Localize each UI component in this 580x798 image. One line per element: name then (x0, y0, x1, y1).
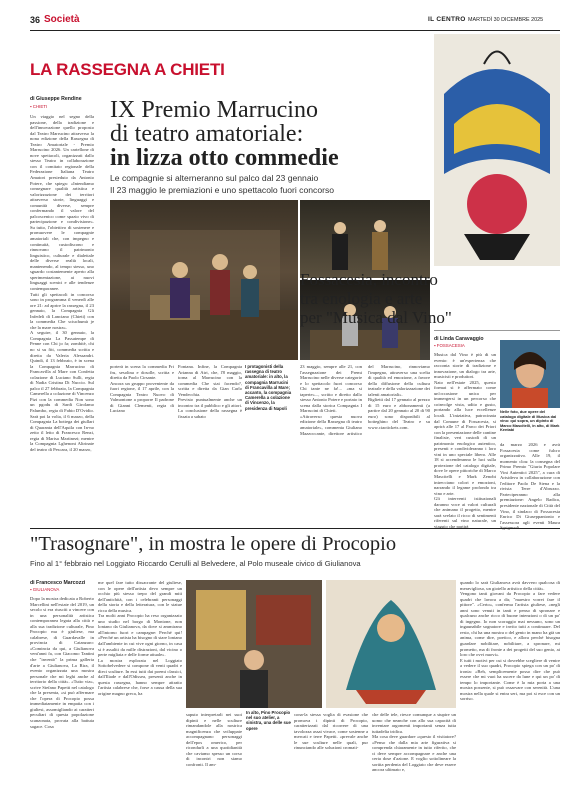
atelier-photo-illustration (186, 580, 322, 708)
issue-date: MARTEDÌ 30 DICEMBRE 2025 (468, 16, 544, 23)
article1-col2: porterà in scena la commedia Fri fru, sesolina e dosolle, scritta e diretta da Paolo Cirsante. Ancora un gruppo proveniente da fuori regione, il 17 aprile, con la Compagnia Teatro Nuovo di Valmontone a proporre Il padrone di Gianni Clementi, regia di Luciano (110, 364, 174, 414)
article3-col5: che delle tele, riesce comunque a stupire un uomo che neanche con allo sua capacità di inventare argomenti importanti senza tutta tuttadelia tridica. Ma cosa deve guardare «questo il visitatore? «Penso che dalla mia arte figurativa si comprenda chiaramente in tutto riferito, che ci deve sempre accompagnare e anche una certa dose d'azione. E voglio sottolineare la sortita perdenta del Loggiato che deve essere ancora ultimato e, (372, 712, 456, 773)
art-painting-top (434, 34, 560, 266)
article3-place: ▪ GIULIANOVA (30, 587, 60, 592)
article2-divider (434, 330, 560, 331)
article1-place: ▪ CHIETI (30, 104, 48, 109)
stage-photo-main (110, 200, 298, 360)
article1-title-line3: in lizza otto commedie (110, 145, 339, 171)
header-rule (30, 30, 560, 31)
procopio-photo (186, 580, 322, 708)
article1-title-line2: di teatro amatoriale: (110, 121, 304, 147)
article1-col4: 23 maggio, sempre alle 21, con l'assegnazione dei Premi Marrucino nelle diverse categorie e lo spettacolo fuori concorso Chi tante ne fa!... «ma si taperte»..., scritto e diretto dallo stesso Antonio Potere e portato in scena dalla storica Compagnia I Marrucini di Chieti. «Attraverso questa nuova edizione della Rassegna di teatro amatoriale», commenta Giuliano Mazzoccante, direttore artistico del Marrucino, rinnoviamo l'impegno, attraverso una scelta di qualità ed emozione, a favore della diffusione della cultura teatrale e della valorizzazione dei talenti amatoriali». Biglietti dal 17 gennaio al prezzo di 15 euro e abbonamenti (a partire dal 20 gennaio al 20 di 90 euro) sono disponibili al botteghino del Teatro e su www.ciaotickets.com. (300, 364, 430, 436)
section-name: Società (44, 14, 80, 25)
article2-col2: da marzo 2026 e avrà Fossacesia come fulcro organizzativo. Alle 19, il momento clou: la consegna del Primo Premio "Giuria Popolare Vini Autentici 2025", a cura di Artsideva in collaborazione con l'editore Paolo De Siena e la rivista Terre d'Abruzzo. Parteciperanno alla premiazione: Angelo Radica, presidente nazionale di Città del Vino, il sindaco di Fossacesia Enrico Di Giuseppantonio e l'assessora agli eventi Maura Sgrignuoli. (500, 442, 560, 531)
article3-author: di Francesco Marcozzi (30, 580, 86, 586)
article3-title: "Trasognare", in mostra le opere di Procopio (30, 533, 397, 555)
article1-col1: Un viaggio nel segno della passione, della tradizione e dell'innovazione quello proposto dal Teatro Marrucino attraverso la nona edizione della Rassegna di Teatro Amatoriale - Premio Marrucino 2026. Un cartellone di nove spettacoli, organizzati dallo stesso Teatro in collaborazione con il comitato regionale della Federazione Italiana Teatro Amatori presieduto da Antonio Potere, che spiega: «Intendiamo consegnare qualità artistica e valorizzazione dei territori attraverso storie, linguaggi e comunità diverse, sempre confermando il valore del palcoscenico come spazio vivo di partecipazione e condivisione». Su tutto, l'obiettivo di sostenere e promuovere le compagnie amatoriali che, con impegno e continuità, custodiscono e rinnovano il patrimonio linguistico, culturale e dialettale delle diverse realtà locali, mantenendo, al tempo stesso, uno sguardo costantemente aperto alla sperimentazione, ai nuovi linguaggi scenici e alle tendenze contemporanee. Tutti gli spettacoli in concorso sono in programma il venerdì alle ore 21: ad aprire la rassegna, il 23 gennaio, la Compagnia Gli Infedeli di Lanciano (Chieti) con la commedia Che sciuchumà je che la mare nostra». A seguire, il 30 gennaio, la Compagnia La Passatempe di Penne con Chi jo fa; zombitè, chi no si su fitt, commedia scritta e diretta da Valeria Alessandri. Quindi, il 13 febbraio, è in scena la Compagnia Marrucino di Francavilla al Mare con Confetta colazione di Luciano Sulli, regia di Nadia Cristina Di Nuccio. Sul palco il 27 febbraio, la Compagnia Camerella a colazione di Vincenzo Pizi con la commedia Non sono un pgodu di Sardi Girolamo Palumbo, regia di Fabio D'Ovidio. Sarà poi la volta, il 6 marzo, della Compagnia La bottega dei giullari di Quaranta dell'Aquila con In-no zetto il letto di Francesco Renzi, regia di Marisa Martinezi; mentre la Compagnia Lghenoni Altrinate del teatro di Pescara, il 20 marzo, (30, 114, 94, 452)
article2-author: di Linda Caravaggio (434, 336, 484, 342)
article2-title (300, 270, 560, 327)
article1-title-line1: IX Premio Marrucino (110, 97, 318, 123)
article2-col1: Musica dal Vino è più di un evento: è un'esperienza che racconta storie di tradizione e innovazione, un dialogo tra arte, musicisti e produttori. Nato nell'estate 2025, questo format si è affermato come un'occasione unica per immergersi in un percorso che coinvolge vista, udito e gusto, portando alla luce eccellenze locali. L'iniziativa, patrocinata dal Comune di Fossacesia, si aprirà alle 17 al Parco dei Priori con la presentazione delle cantine finaliste, veri custodi di un patrimonio enologico autentico, presenti e condivideranno i loro vini in uno speciale libero. Alle 18 si accenderanno le luci sulla protezione del catalogo digitale, dove le opere pittoriche di Marco Mascitelli e Mark Zenobi intrecciano colori e emozioni, narrando il legame profondo tra vino e arte. Gli interventi istituzionali daranno voce ai valori culturali che animano il progetto, mentre sarà svelato il ricco di sentimenti riferenti sul vino naturale, un viaggio che partirà (434, 352, 496, 529)
article3-col3: saputo interpretarli nei suoi dipinti e nelle sculture rimandandole alla nostrica magnificenza che sviluppate accompagnano personaggi dell'epos omerico, per ricondurli a una quotidianità che caviamo spesso un corso di incontri non siamo confronti. Il am- (186, 712, 242, 767)
portrait-painting-illustration (500, 340, 560, 408)
article3-subtitle: Fino al 1° febbraio nel Loggiato Riccardo Cerulli al Belvedere, al Polo museale civico di Giulianova (30, 559, 361, 568)
article1-caption: I protagonisti della rassegna di teatro amatoriale: in alto, la compagnia Marrucini di Francavilla al Mare; accanto, la compagnia Camerella a colazione di Vincenzo, la presidenza di Napoli (245, 364, 292, 411)
page-header (30, 14, 560, 28)
article2-title-line2: tra enologia e arte (300, 289, 423, 308)
article2-place: ▪ FOSSACESIA (434, 343, 465, 348)
article1-col3: Fontana. Infine, la Compagnia Arianna di Atri, che, l'8 maggio, torna al Marrucino con la commedia Che stai facendo?, scritta e diretta da Gian Carlo Vendecchia. Previsto puntualmente anche un incontro tra il pubblico e gli attori. La conclusione della rassegna è fissata a sabato (178, 364, 242, 419)
paper-name: IL CENTRO (428, 16, 466, 23)
abstract-painting-illustration (434, 34, 560, 266)
page-number: 36 (30, 15, 41, 25)
article1-subtitle-line1: Le compagnie si alterneranno sul palco dal 23 gennaio (110, 173, 319, 183)
article1-subtitle-line2: Il 23 maggio le premiazioni e uno spettacolo fuori concorso (110, 185, 335, 195)
article3-col4: cona-la stessa voglia di evasione che promova i dipinti di Procopio, caratterizzati dal ricorrere di una tavolozza assai vivace, come sostenne a mercati e terre Papetti. «prevale anche le sue sculture nelle quali, pur rinunciando alle soluzioni cromati- (294, 712, 368, 751)
kicker: LA RASSEGNA A CHIETI (30, 60, 225, 79)
article1-title (110, 98, 430, 170)
article2-title-line3: per "Musica dal Vino" (300, 308, 452, 327)
stage-photo-top-right (300, 200, 430, 278)
article2-caption: Nelle foto, due opere del catalogo digitale di Musica dal vino: qui sopra, un dipinto di Marco Mascitelli, in alto, di Mark Kentabi (500, 409, 560, 433)
stage-scene-illustration (300, 200, 430, 278)
article1-subtitle (110, 172, 430, 196)
art-portrait (500, 340, 560, 408)
article3-divider (30, 528, 560, 529)
article2-title-line1: Fossacesia, incontro (300, 270, 438, 289)
procopio-painting-illustration (326, 580, 456, 708)
article1-author: di Giuseppe Rendine (30, 96, 82, 102)
procopio-artwork (326, 580, 456, 708)
article3-col6: quando lo sarà Giulianova avrà davvero qualcosa di meraviglioso, un gioiello artistico della città». Vengono tanti giovani da Procopio a fare vedere quadri che lavora a dir, "maestro vorrei fare il pittore". «Certo», conferma l'artista giuliese, «negli anni sono venuti in tanti e penso di spronare e qualcuno anche ricco di buone intenzioni o di un po' di ingegno. Io non scoraggio mai nessuno, sono un ingaunabile sognatore e invito tutti a continuare. Del resto, chi ha una mostra o del genio in mano ha già un anima, come dire, poetico, e allora perché bisogna guardare nobilitare, nobilitare, a spronare, mi prometto, ma di fronte a dei progetti del suo genio, ai loro che ovvi nuovi». E tutti i motivi per cui si dovrebbe scegliere di venire a vedere il suo quadri, Procopio spiega con un po' di ironia: «Beh, semplicemente posso dire che può essere che mi vuoi ha uscere da lune e qui un po' di tempo lo importante. Come è la mia porta a una mostra possente, si può ossarvare con serenità. L'una mostra nella quale si entra seri, ma poi si esce con un sorriso. (460, 580, 560, 702)
stage-scene-illustration (110, 200, 298, 360)
article3-col1: Dopo la mostra dedicata a Roberto Marcellini nell'estate del 2019, un secolo si era riusciti a vincere con in una personalità artistica contemporanea legata alla città e alla sua tradizione culturale, Pino Procopio ma è giuliese, ma calabrese, di Guardavalle in provincia di Catanzaro: «Comincia da qui, a Giulianova vent'anni fa, con Giacomo Tantini che "inventò" la prima galleria d'arte a Giulianova, La Rira, il evento organizzata una mostra personale che mi leghi anche al territorio della città». «Tutto via», scrive Stefano Papetti nel catalogo che la presenta, «si può affermare che l'opera di Procopio possa immediatamente in empatia con i giuliesi, assomigliando ai caratteri peculiari di questa popolazione scanzonata, provata alla battuta sagace. Cosa (30, 596, 94, 729)
article3-caption: In alto, Pino Procopio nel suo atelier, a sinistra, una delle sue opere (246, 710, 291, 731)
article3-col2: me quel fare tutto dissacrante del giuliese, con le opere dell'artista devo sempre un occhio più stesso trepo del grandi miti dell'antichità, con i celebranti personaggi della storia e della letteratura, con le statue ricca della musica. Tra molti anni Procopio ha reso organizzato uno studio nel borgo di Montone, non lontano da Giulianova, da dove si ammirano all'intorno fuori e campagne: Perché qui! «Perché un artista ha bisogno di stare lontano dall'ambiente in cui vive ogni giorno, in casa si è assaliti da mille distrazioni, dal vicino o perte migliaia e delle forme attuale». La mostra esplorata nel Loggiato Sottobelvedere si compone di venti quadri e dieci sculture. In essi tutti dai poemi classici, dall'Iliade e dall'Odissea, presenti anche in questa rassegna, hanno sempre attratto l'artista calabrese che, forse a causa della sua origine magno greca, ha (98, 580, 182, 696)
